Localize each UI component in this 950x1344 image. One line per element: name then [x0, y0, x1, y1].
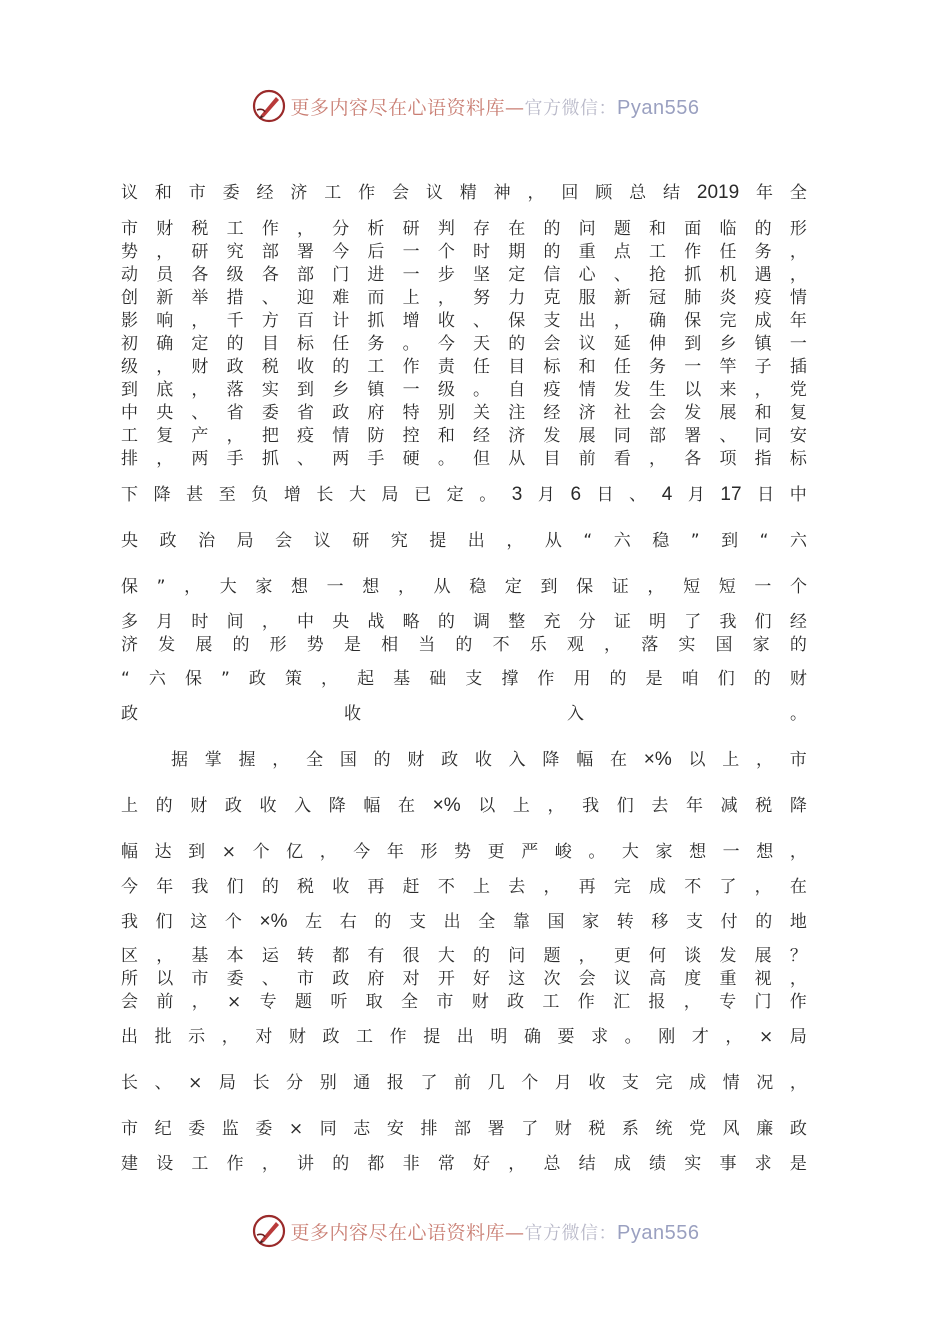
text-line: 幅 达 到 × 个 亿 ， 今 年 形 势 更 严 峻 。 大 家 想 一 想 ， [121, 842, 807, 862]
banner-separator: — [505, 96, 525, 119]
text-line: 出 批 示 ， 对 财 政 工 作 提 出 明 确 要 求 。 刚 才 ， × 局 [121, 1027, 807, 1047]
text-line: 今 年 我 们 的 税 收 再 赶 不 上 去 ， 再 完 成 不 了 ， 在 [121, 877, 807, 897]
text-line: 上 的 财 政 收 入 降 幅 在 ×% 以 上 ， 我 们 去 年 减 税 降 [121, 795, 807, 816]
pen-logo-icon [251, 88, 287, 124]
text-line: 创 新 举 措 、 迎 难 而 上 ， 努 力 克 服 新 冠 肺 炎 疫 情 [121, 288, 807, 308]
banner-separator: — [505, 1221, 525, 1244]
header-banner [0, 84, 950, 128]
text-line: 工 复 产 ， 把 疫 情 防 控 和 经 济 发 展 同 部 署 、 同 安 [121, 426, 807, 446]
text-line: 保 ” ， 大 家 想 一 想 ， 从 稳 定 到 保 证 ， 短 短 一 个 [121, 577, 807, 597]
text-line: 济 发 展 的 形 势 是 相 当 的 不 乐 观 ， 落 实 国 家 的 [121, 635, 807, 655]
text-line: 政 收 入 。 [121, 704, 807, 724]
banner-brand: 更多内容尽在心语资料库 [290, 1221, 506, 1244]
text-line: 市 纪 委 监 委 × 同 志 安 排 部 署 了 财 税 系 统 党 风 廉 政 [121, 1119, 807, 1139]
text-line: 议 和 市 委 经 济 工 作 会 议 精 神 ， 回 顾 总 结 2019 年 全 [121, 182, 807, 203]
text-line: 长 、 × 局 长 分 别 通 报 了 前 几 个 月 收 支 完 成 情 况 ， [121, 1073, 807, 1093]
banner-brand: 更多内容尽在心语资料库 [290, 96, 506, 119]
text-line: 区 ， 基 本 运 转 都 有 很 大 的 问 题 ， 更 何 谈 发 展 ？ [121, 946, 807, 966]
banner-wechat-id: Pyan556 [617, 1221, 700, 1244]
text-line: 所 以 市 委 、 市 政 府 对 开 好 这 次 会 议 高 度 重 视 ， [121, 969, 807, 989]
text-line: 央 政 治 局 会 议 研 究 提 出 ， 从 “ 六 稳 ” 到 “ 六 [121, 531, 807, 551]
text-line: 排 ， 两 手 抓 、 两 手 硬 。 但 从 目 前 看 ， 各 项 指 标 [121, 449, 807, 469]
text-line: 到 底 ， 落 实 到 乡 镇 一 级 。 自 疫 情 发 生 以 来 ， 党 [121, 380, 807, 400]
footer-banner [0, 1209, 950, 1253]
banner-text [291, 1218, 700, 1245]
banner-wechat-label: 官方微信： [524, 97, 618, 119]
text-line: 建 设 工 作 ， 讲 的 都 非 常 好 ， 总 结 成 绩 实 事 求 是 [121, 1154, 807, 1174]
text-line: 据 掌 握 ， 全 国 的 财 政 收 入 降 幅 在 ×% 以 上 ， 市 [171, 749, 807, 770]
banner-wechat-id: Pyan556 [617, 96, 700, 119]
text-line: “ 六 保 ” 政 策 ， 起 基 础 支 撑 作 用 的 是 咱 们 的 财 [121, 669, 807, 689]
text-line: 市 财 税 工 作 ， 分 析 研 判 存 在 的 问 题 和 面 临 的 形 [121, 219, 807, 239]
text-line: 我 们 这 个 ×% 左 右 的 支 出 全 靠 国 家 转 移 支 付 的 地 [121, 911, 807, 932]
text-line: 初 确 定 的 目 标 任 务 。 今 天 的 会 议 延 伸 到 乡 镇 一 [121, 334, 807, 354]
pen-logo-icon [251, 1213, 287, 1249]
text-line: 会 前 ， × 专 题 听 取 全 市 财 政 工 作 汇 报 ， 专 门 作 [121, 992, 807, 1012]
banner-wechat-label: 官方微信： [524, 1222, 618, 1244]
text-line: 势 ， 研 究 部 署 今 后 一 个 时 期 的 重 点 工 作 任 务 ， [121, 242, 807, 262]
text-line: 影 响 ， 千 方 百 计 抓 增 收 、 保 支 出 ， 确 保 完 成 年 [121, 311, 807, 331]
text-line: 中 央 、 省 委 省 政 府 特 别 关 注 经 济 社 会 发 展 和 复 [121, 403, 807, 423]
text-line: 动 员 各 级 各 部 门 进 一 步 坚 定 信 心 、 抢 抓 机 遇 ， [121, 265, 807, 285]
text-line: 多 月 时 间 ， 中 央 战 略 的 调 整 充 分 证 明 了 我 们 经 [121, 612, 807, 632]
text-line: 级 ， 财 政 税 收 的 工 作 责 任 目 标 和 任 务 一 竿 子 插 [121, 357, 807, 377]
banner-text [291, 93, 700, 120]
text-line: 下 降 甚 至 负 增 长 大 局 已 定 。 3 月 6 日 、 4 月 17 日 中 [121, 484, 807, 505]
